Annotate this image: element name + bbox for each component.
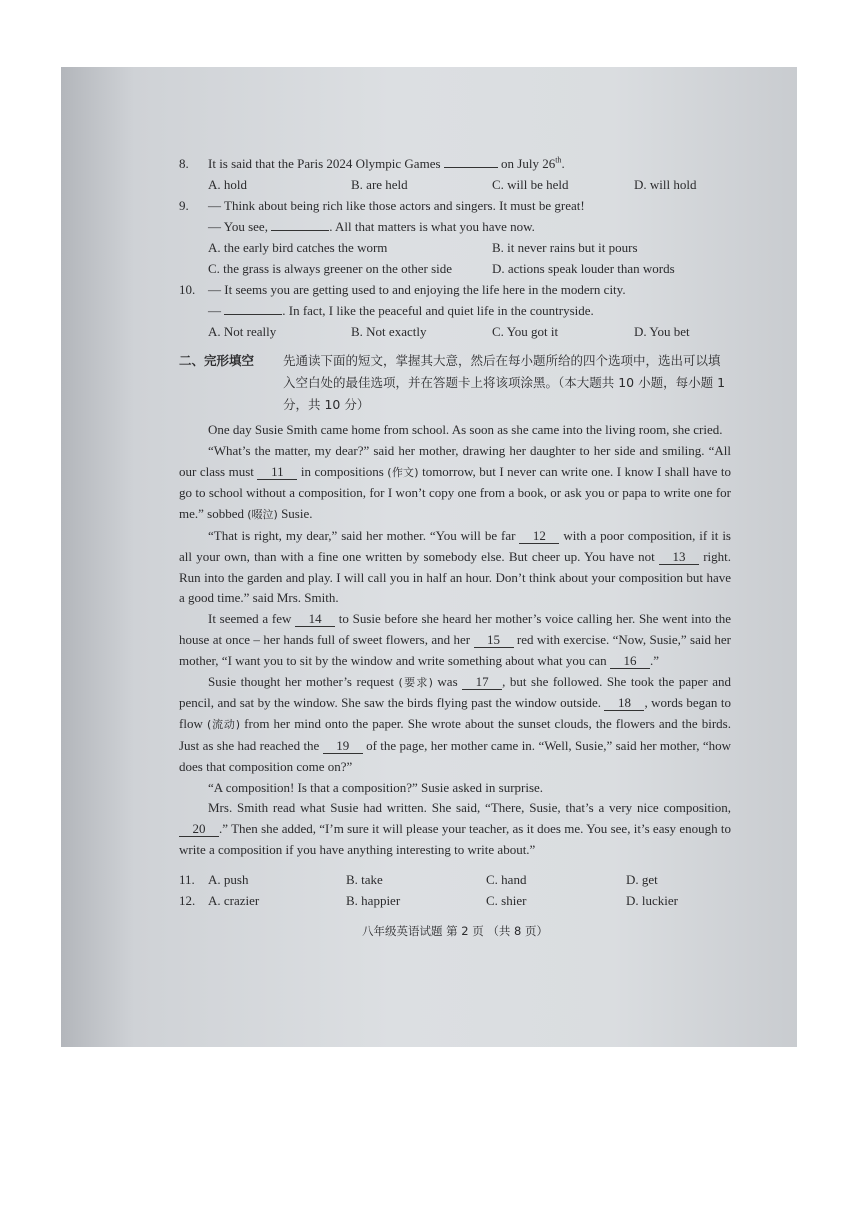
question-number: 12. — [179, 892, 196, 908]
option-b: B. happier — [346, 892, 401, 908]
dialogue-line-2: — You see, . All that matters is what you have now. — [208, 219, 535, 234]
options-row — [179, 174, 731, 195]
question-number: 9. — [179, 198, 189, 213]
page-footer: 八年级英语试题 第 2 页 （共 8 页） — [361, 923, 549, 938]
gap-12: 12 — [519, 529, 559, 544]
option-b: B. Not exactly — [351, 324, 427, 339]
options-row — [179, 890, 731, 911]
option-a: A. hold — [208, 177, 247, 192]
cloze-options — [179, 869, 731, 911]
answer-blank — [224, 302, 282, 315]
option-d: D. actions speak louder than words — [492, 261, 675, 276]
gap-11: 11 — [257, 465, 297, 480]
paragraph: “A composition! Is that a composition?” Susie asked in surprise. — [208, 779, 544, 795]
gap-18: 18 — [604, 696, 644, 711]
option-a: A. Not really — [208, 324, 277, 339]
paragraph: “What’s the matter, my dear?” said her mother, drawing her daughter to her side and smiling. “All our class must 11 in compositions (作文) tomorrow, but I never can write one. I know I shall have to go to school without a composition, for I won’t copy one from a book, or ask you or papa to write one for me.” sobbed (啜泣) Susie. — [179, 442, 731, 522]
gap-14: 14 — [295, 612, 335, 627]
question-number: 11. — [179, 871, 195, 887]
option-d: D. get — [626, 871, 658, 887]
page-content — [179, 153, 731, 942]
question-number: 10. — [179, 282, 196, 297]
cloze-passage — [179, 420, 731, 861]
paragraph: Mrs. Smith read what Susie had written. She said, “There, Susie, that’s a very nice composition, 20 .” Then she added, “I’m sure it will please your teacher, as it does me. You see, it’s easy enough to write a composition if you have anything interesting to write about.” — [179, 800, 731, 857]
option-c: C. will be held — [492, 177, 569, 192]
question-stem: It is said that the Paris 2024 Olympic Games on July 26th. — [208, 155, 565, 171]
gap-13: 13 — [659, 550, 699, 565]
option-d: D. will hold — [634, 177, 697, 192]
option-c: C. hand — [486, 871, 527, 887]
exam-paper-sheet — [61, 67, 797, 1047]
answer-blank — [444, 155, 498, 168]
answer-blank — [271, 218, 329, 231]
options-row — [179, 321, 731, 342]
option-d: D. luckier — [626, 892, 678, 908]
gap-16: 16 — [610, 654, 650, 669]
question-10 — [179, 279, 731, 342]
paragraph: One day Susie Smith came home from school. As soon as she came into the living room, she cried. — [208, 422, 723, 437]
option-d: D. You bet — [634, 324, 690, 339]
gap-20: 20 — [179, 822, 219, 837]
section-title: 二、完形填空 — [179, 353, 255, 368]
option-b: B. are held — [351, 177, 408, 192]
paragraph: “That is right, my dear,” said her mother. “You will be far 12 with a poor composition, if it is all your own, than with a fine one written by somebody else. But cheer up. You have not 13 right. Run into the garden and play. I will call you in half an hour. Don’t think about your composition but have a good time.” said Mrs. Smith. — [179, 527, 732, 606]
question-9 — [179, 195, 731, 279]
question-number: 8. — [179, 156, 189, 171]
paragraph: Susie thought her mother’s request (要求) was 17 , but she followed. She took the paper and pencil, and sat by the window. She saw the birds flying past the window outside. 18 , words began to flow (流动) from her mind onto the paper. She wrote about the sunset clouds, the flowers and the birds. Just as she had reached the 19 of the page, her mother came in. “Well, Susie,” said her mother, “how does that composition come on?” — [179, 673, 732, 774]
dialogue-line-1: — Think about being rich like those actors and singers. It must be great! — [208, 198, 585, 213]
options-row — [179, 237, 731, 258]
section-header — [179, 350, 731, 416]
option-b: B. take — [346, 871, 383, 887]
dialogue-line-2: — . In fact, I like the peaceful and quiet life in the countryside. — [208, 303, 594, 318]
option-c: C. shier — [486, 892, 527, 908]
option-c: C. You got it — [492, 324, 559, 339]
gap-17: 17 — [462, 675, 502, 690]
gap-19: 19 — [323, 739, 363, 754]
gap-15: 15 — [474, 633, 514, 648]
question-8 — [179, 153, 731, 195]
options-row — [179, 258, 731, 279]
option-a: A. push — [208, 871, 249, 887]
option-c: C. the grass is always greener on the other side — [208, 261, 453, 276]
option-a: A. the early bird catches the worm — [208, 240, 388, 255]
dialogue-line-1: — It seems you are getting used to and enjoying the life here in the modern city. — [208, 282, 626, 297]
paragraph: It seemed a few 14 to Susie before she heard her mother’s voice calling her. She went into the house at once – her hands full of sweet flowers, and her 15 red with exercise. “Now, Susie,” said her mother, “I want you to sit by the window and write something about what you can 16 .” — [179, 611, 731, 668]
option-a: A. crazier — [208, 892, 260, 908]
options-row — [179, 869, 731, 890]
option-b: B. it never rains but it pours — [492, 240, 638, 255]
section-instructions: 先通读下面的短文，掌握其大意，然后在每小题所给的四个选项中，选出可以填入空白处的最佳选项，并在答题卡上将该项涂黑。（本大题共 10 小题，每小题 1 分，共 10 分） — [283, 353, 726, 412]
